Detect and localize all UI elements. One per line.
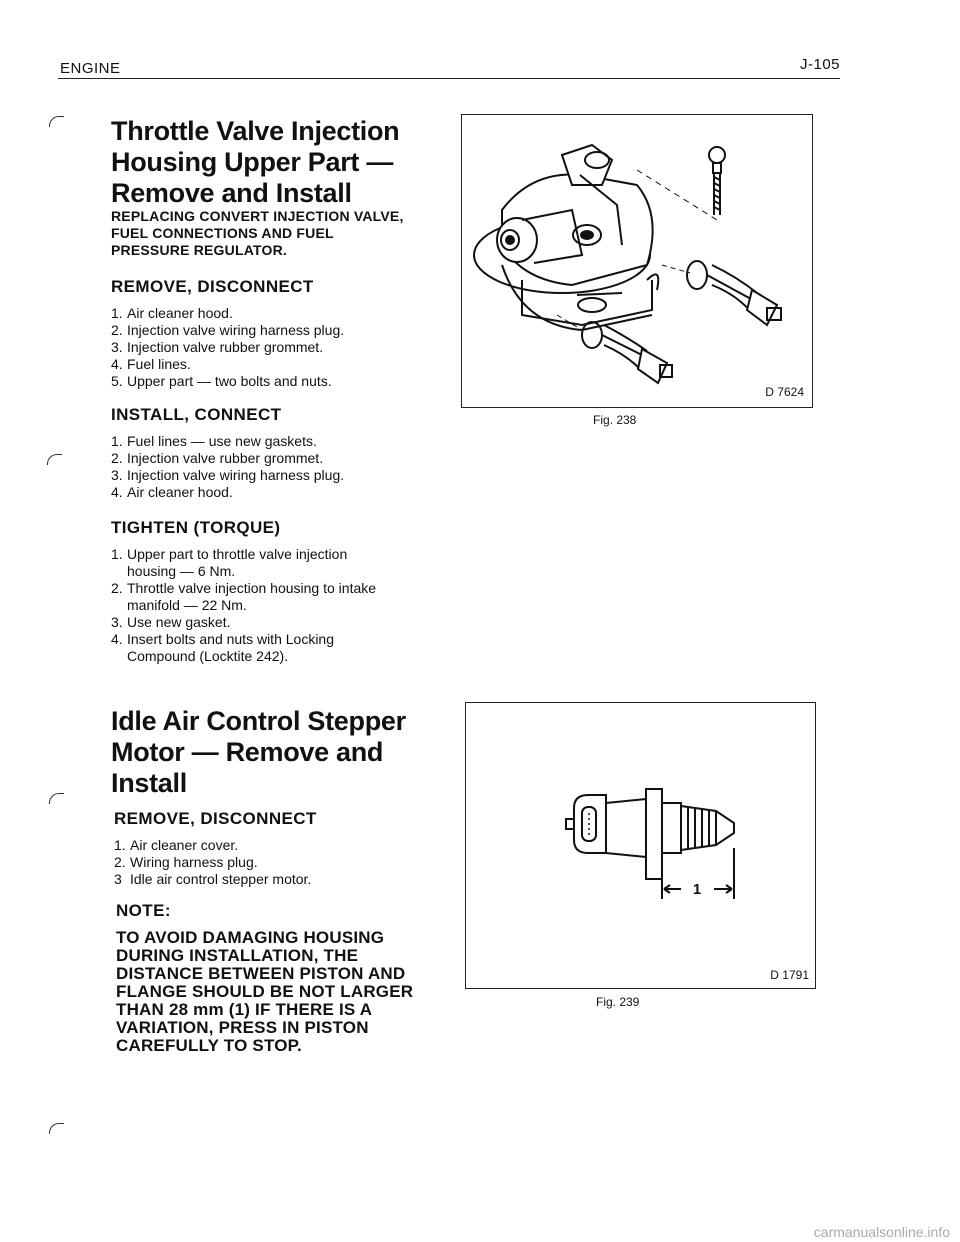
list-item: 3. Use new gasket.: [111, 614, 231, 630]
stepper-motor-illustration: [466, 703, 815, 988]
list-item: 1. Air cleaner hood.: [111, 305, 233, 321]
margin-mark: [49, 793, 64, 804]
figure-238-code: D 7624: [765, 385, 804, 399]
figure-239-frame: [465, 702, 816, 989]
list-item: 3 Idle air control stepper motor.: [114, 871, 312, 887]
figure-239-caption: Fig. 239: [596, 995, 640, 1009]
header-page-number: J-105: [800, 56, 841, 73]
figure-238-frame: [461, 114, 813, 408]
list-item: 4. Air cleaner hood.: [111, 484, 233, 500]
remove-list-2: [114, 837, 444, 888]
margin-mark: [47, 454, 62, 465]
list-item: 2. Injection valve wiring harness plug.: [111, 322, 345, 338]
margin-mark: [49, 116, 64, 127]
list-item: 2. Injection valve rubber grommet.: [111, 450, 324, 466]
section-title-idle-air: Idle Air Control Stepper Motor — Remove and Install: [111, 706, 406, 798]
tighten-list: [111, 546, 451, 665]
list-item: 1. Fuel lines — use new gaskets.: [111, 433, 317, 449]
remove-disconnect-heading: REMOVE, DISCONNECT: [111, 277, 314, 296]
install-list: [111, 433, 441, 501]
throttle-housing-illustration: [462, 115, 812, 407]
list-item: 2. Throttle valve injection housing to intake manifold — 22 Nm.: [111, 580, 377, 613]
figure-238-caption: Fig. 238: [593, 413, 637, 427]
tighten-heading: TIGHTEN (TORQUE): [111, 518, 281, 537]
list-item: 4. Fuel lines.: [111, 356, 191, 372]
list-item: 1. Air cleaner cover.: [114, 837, 239, 853]
note-text: TO AVOID DAMAGING HOUSING DURING INSTALLATION, THE DISTANCE BETWEEN PISTON AND FLANGE SHOULD BE NOT LARGER THAN 28 mm (1) IF THERE IS A VARIATION, PRESS IN PISTON CAREFULLY TO STOP.: [116, 928, 414, 1055]
header-rule: [58, 78, 840, 79]
list-item: 5. Upper part — two bolts and nuts.: [111, 373, 332, 389]
dimension-label: 1: [692, 881, 702, 898]
list-item: 1. Upper part to throttle valve injection housing — 6 Nm.: [111, 546, 348, 579]
header-section: ENGINE: [60, 60, 121, 77]
list-item: 4. Insert bolts and nuts with Locking Compound (Locktite 242).: [111, 631, 335, 664]
list-item: 2. Wiring harness plug.: [114, 854, 258, 870]
list-item: 3. Injection valve rubber grommet.: [111, 339, 324, 355]
list-item: 3. Injection valve wiring harness plug.: [111, 467, 345, 483]
remove-list: [111, 305, 441, 390]
watermark: carmanualsonline.info: [813, 1224, 950, 1240]
figure-239-code: D 1791: [770, 968, 809, 982]
margin-mark: [49, 1123, 64, 1134]
note-heading: NOTE:: [116, 901, 171, 920]
remove-disconnect-heading-2: REMOVE, DISCONNECT: [114, 809, 317, 828]
section-title-throttle: Throttle Valve Injection Housing Upper Part — Remove and Install: [111, 116, 400, 208]
section-subtitle: REPLACING CONVERT INJECTION VALVE, FUEL CONNECTIONS AND FUEL PRESSURE REGULATOR.: [111, 208, 404, 258]
install-connect-heading: INSTALL, CONNECT: [111, 405, 282, 424]
